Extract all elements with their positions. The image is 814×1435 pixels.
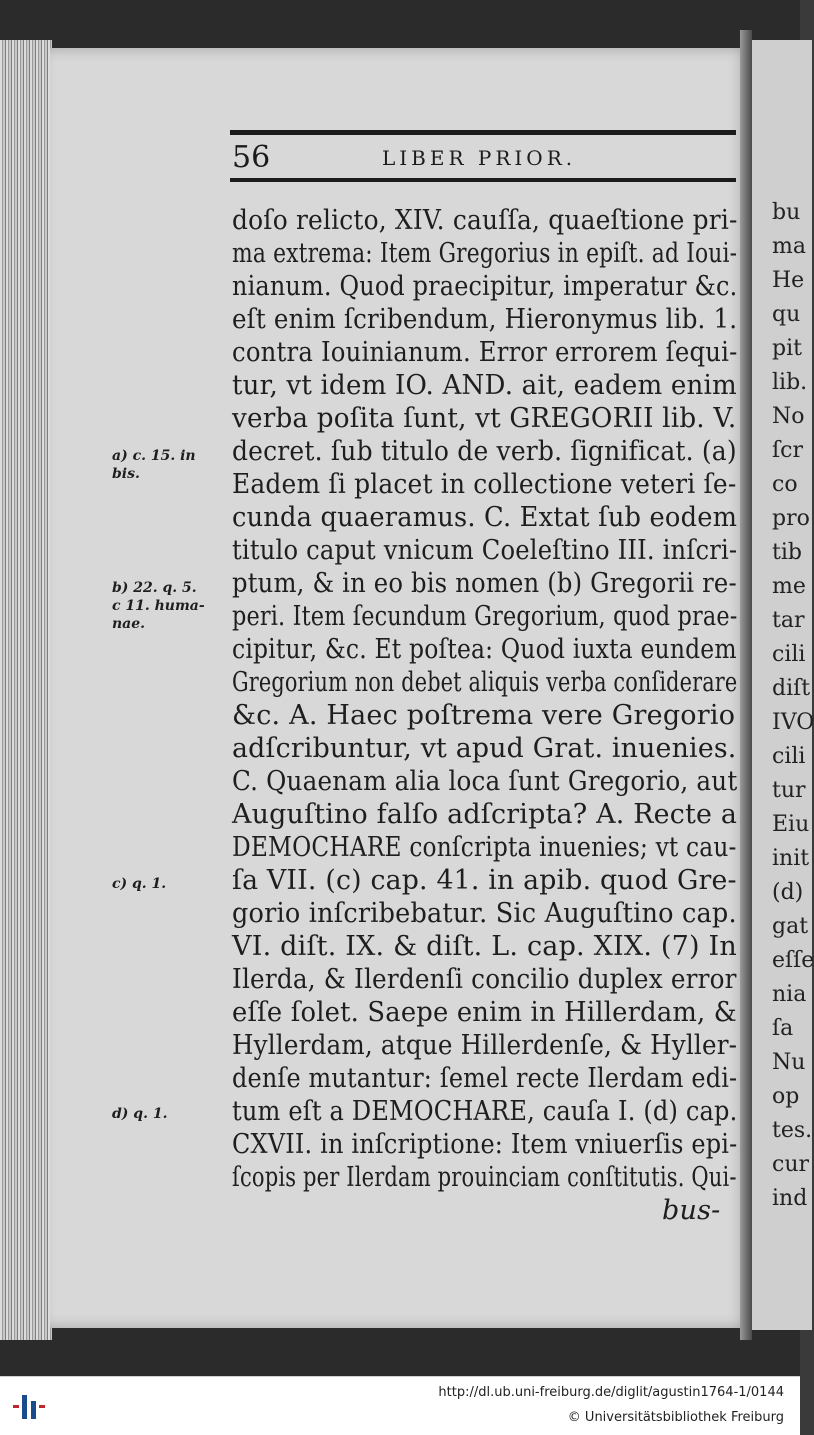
- next-page-line: tib: [772, 540, 802, 565]
- next-page-line: He: [772, 268, 805, 293]
- next-page-line: Nu: [772, 1050, 806, 1075]
- next-page-line: pit: [772, 336, 802, 361]
- next-page-line: Eiu: [772, 812, 810, 837]
- body-line: ptum, & in eo bis nomen (b) Gregorii re-: [232, 568, 737, 599]
- body-line: Gregorium non debet aliquis verba conſiderare: [232, 667, 738, 698]
- running-title: LIBER PRIOR.: [382, 146, 577, 170]
- next-page-line: nia: [772, 982, 807, 1007]
- viewer-footer: [0, 1376, 800, 1435]
- header-rule-bottom: [230, 178, 736, 182]
- next-page-line: ſa: [772, 1016, 794, 1041]
- next-page-line: init: [772, 846, 810, 871]
- body-line: peri. Item ſecundum Gregorium, quod prae-: [232, 601, 738, 632]
- university-logo-icon: [10, 1387, 50, 1427]
- body-line: Auguſtino falſo adſcripta? A. Recte a: [232, 799, 738, 830]
- next-page-line: tes.: [772, 1118, 813, 1143]
- body-line: verba poſita ſunt, vt GREGORII lib. V.: [232, 403, 737, 434]
- margin-note-a: bis.: [112, 466, 140, 482]
- body-line: tur, vt idem IO. AND. ait, eadem enim: [232, 370, 737, 401]
- body-line: cunda quaeramus. C. Extat ſub eodem: [232, 502, 738, 533]
- body-line: Ilerda, & Ilerdenſi concilio duplex error: [232, 964, 737, 995]
- body-line: gorio inſcribebatur. Sic Auguſtino cap.: [232, 898, 737, 929]
- next-page-line: me: [772, 574, 806, 599]
- permalink-url[interactable]: http://dl.ub.uni-freiburg.de/diglit/agustin1764-1/0144: [438, 1385, 784, 1400]
- next-page-line: qu: [772, 302, 801, 327]
- body-line: ſcopis per Ilerdam prouinciam conſtitutis. Qui-: [232, 1162, 737, 1193]
- body-line: decret. ſub titulo de verb. ſignificat. (a): [232, 436, 737, 467]
- body-line: ma extrema: Item Gregorius in epiſt. ad Ioui-: [232, 238, 738, 269]
- next-page-line: tur: [772, 778, 806, 803]
- next-page-line: eſſe: [772, 948, 814, 973]
- body-line: Hyllerdam, atque Hillerdenſe, & Hyller-: [232, 1030, 738, 1061]
- body-line: denſe mutantur: ſemel recte Ilerdam edi-: [232, 1063, 738, 1094]
- body-line: tum eſt a DEMOCHARE, cauſa I. (d) cap.: [232, 1096, 738, 1127]
- next-page-line: cili: [772, 744, 806, 769]
- body-line: eſſe ſolet. Saepe enim in Hillerdam, &: [232, 997, 737, 1028]
- next-page-line: diſt: [772, 676, 811, 701]
- next-page-line: cur: [772, 1152, 810, 1177]
- next-page-line: ma: [772, 234, 806, 259]
- body-line: doſo relicto, XIV. cauſſa, quaeſtione pri-: [232, 205, 738, 236]
- margin-note-b: b) 22. q. 5.: [112, 580, 197, 596]
- margin-note-b: nae.: [112, 616, 146, 632]
- body-line: nianum. Quod praecipitur, imperatur &c.: [232, 271, 738, 302]
- margin-note-b: c 11. huma-: [112, 598, 205, 614]
- body-line: DEMOCHARE conſcripta inuenies; vt cau-: [232, 832, 737, 863]
- catchword: bus-: [662, 1195, 721, 1226]
- header-rule-top: [230, 130, 736, 135]
- margin-note-c: c) q. 1.: [112, 876, 167, 892]
- page-number: 56: [232, 140, 271, 175]
- next-page-line: gat: [772, 914, 809, 939]
- next-page-fragment: [752, 40, 812, 1330]
- body-line: adſcribuntur, vt apud Grat. inuenies.: [232, 733, 737, 764]
- next-page-line: lib.: [772, 370, 808, 395]
- body-line: &c. A. Haec poſtrema vere Gregorio: [232, 700, 736, 731]
- margin-note-a: a) c. 15. in: [112, 448, 196, 464]
- next-page-line: No: [772, 404, 805, 429]
- margin-note-d: d) q. 1.: [112, 1106, 168, 1122]
- body-line: ſa VII. (c) cap. 41. in apib. quod Gre-: [232, 865, 737, 896]
- body-line: VI. diſt. IX. & diſt. L. cap. XIX. (7) In: [232, 931, 737, 962]
- book-gutter: [740, 30, 752, 1340]
- copyright-notice: © Universitätsbibliothek Freiburg: [567, 1410, 784, 1425]
- body-line: eſt enim ſcribendum, Hieronymus lib. 1.: [232, 304, 738, 335]
- next-page-line: cili: [772, 642, 806, 667]
- next-page-line: ind: [772, 1186, 808, 1211]
- page-edge: [0, 40, 52, 1340]
- next-page-line: op: [772, 1084, 800, 1109]
- body-line: titulo caput vnicum Coeleſtino III. inſcri-: [232, 535, 738, 566]
- body-line: CXVII. in inſcriptione: Item vniuerſis epi-: [232, 1129, 738, 1160]
- body-line: cipitur, &c. Et poſtea: Quod iuxta eundem: [232, 634, 737, 665]
- next-page-line: tar: [772, 608, 805, 633]
- next-page-line: ſcr: [772, 438, 803, 463]
- body-line: Eadem ſi placet in collectione veteri ſe-: [232, 469, 737, 500]
- next-page-line: pro: [772, 506, 810, 531]
- body-line: C. Quaenam alia loca ſunt Gregorio, aut: [232, 766, 738, 797]
- next-page-line: IVO: [772, 710, 814, 735]
- next-page-line: (d): [772, 880, 804, 905]
- next-page-line: bu: [772, 200, 801, 225]
- next-page-line: co: [772, 472, 798, 497]
- body-line: contra Iouinianum. Error errorem ſequi-: [232, 337, 738, 368]
- running-header: [232, 140, 737, 176]
